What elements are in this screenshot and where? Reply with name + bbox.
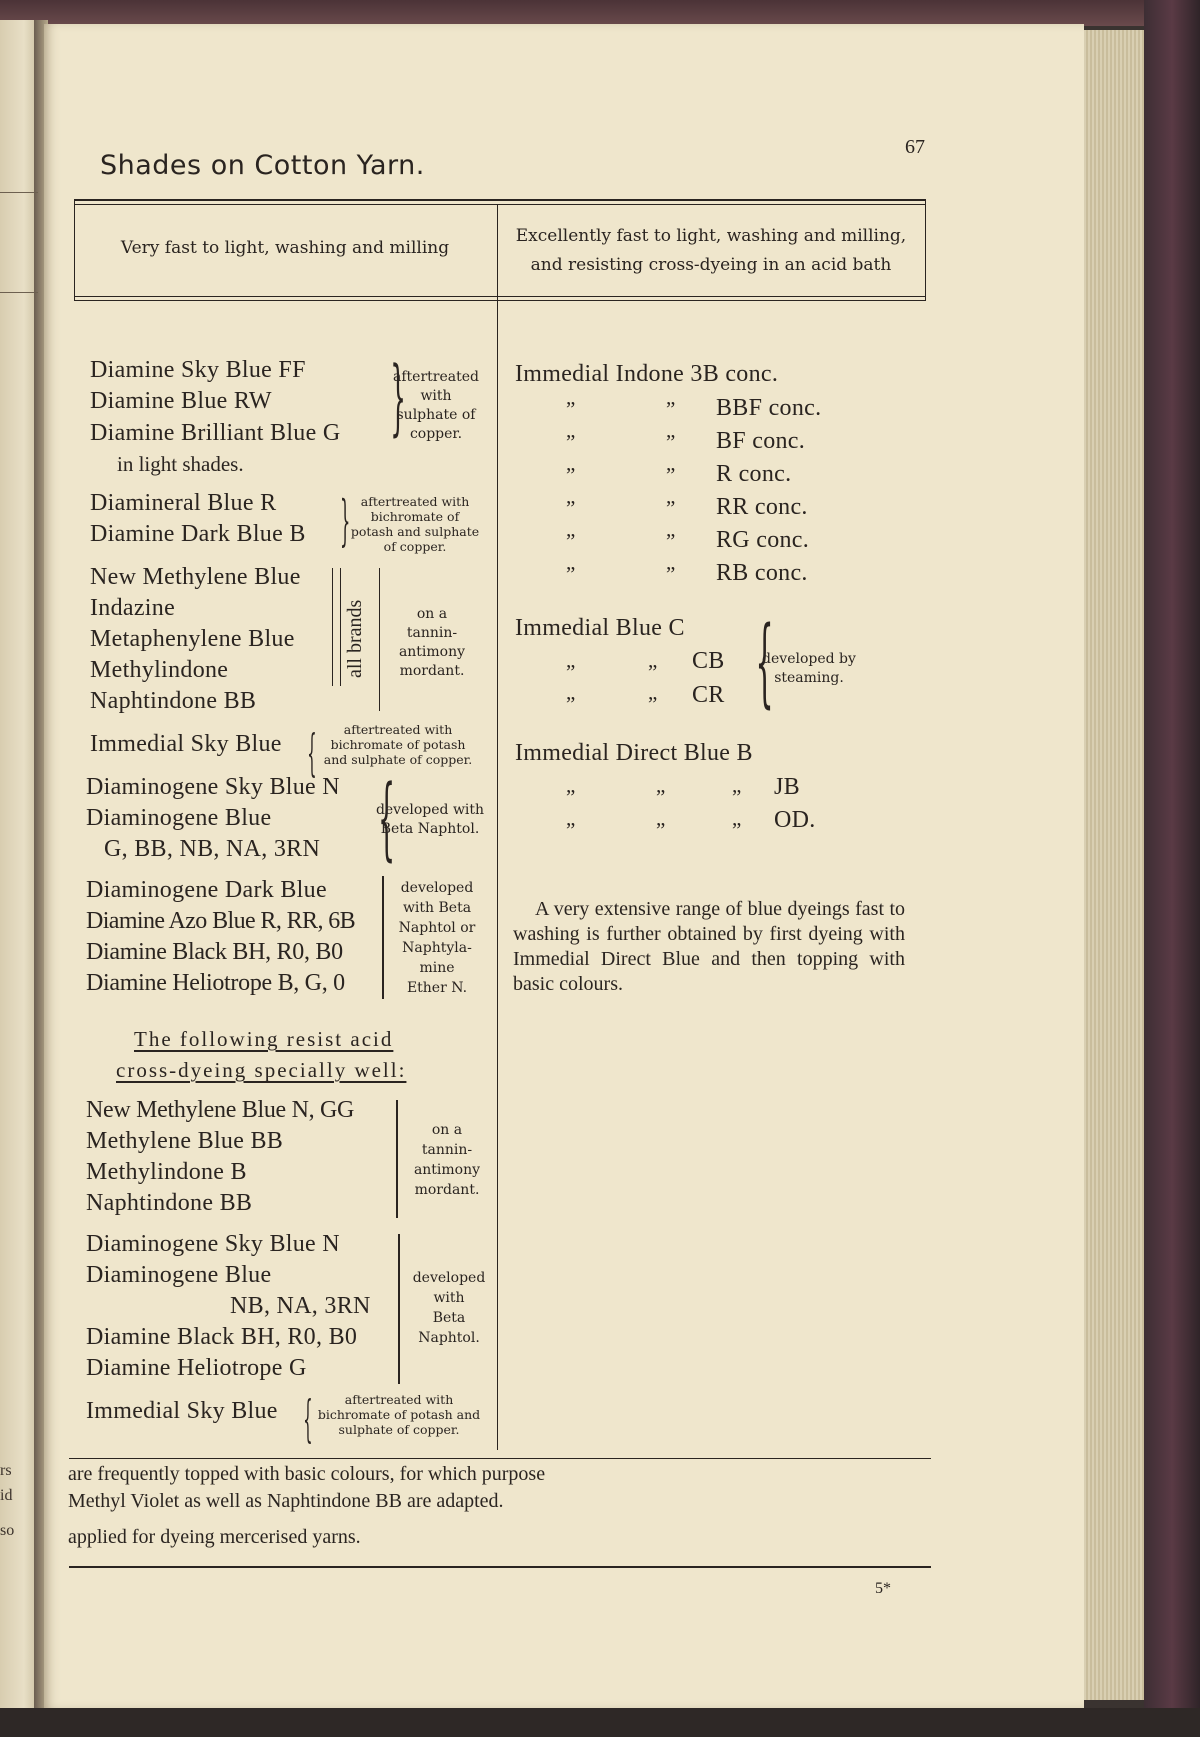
ditto-mark: ” xyxy=(666,463,676,487)
bracket: } xyxy=(390,350,406,445)
column-header-right-line2: and resisting cross-dyeing in an acid bath xyxy=(530,255,892,275)
dye-name: Metaphenylene Blue xyxy=(90,626,295,652)
treatment-note: developed by steaming. xyxy=(762,651,856,686)
ditto-mark: ” xyxy=(566,529,576,553)
treatment-note: developed with Beta Naphtol or Naphtyla- mine Ether N. xyxy=(398,880,476,996)
facing-rule xyxy=(0,292,38,293)
book-top-edge xyxy=(0,0,1200,26)
treatment-note: on a tannin- antimony mordant. xyxy=(413,1122,481,1198)
treatment-note: developed with Beta Naphtol. xyxy=(375,802,485,837)
dye-name: Diamine Heliotrope G xyxy=(86,1355,307,1381)
facing-rule xyxy=(0,192,38,193)
ditto-mark: ” xyxy=(648,692,658,716)
dye-name: Diaminogene Sky Blue N xyxy=(86,1231,340,1257)
dye-name: OD. xyxy=(774,807,816,833)
ditto-mark: ” xyxy=(732,818,742,842)
dye-name: Diaminogene Blue xyxy=(86,805,272,831)
dye-name: RR conc. xyxy=(716,494,808,520)
dye-name: Immedial Direct Blue B xyxy=(515,740,753,766)
ditto-mark: ” xyxy=(666,529,676,553)
dye-name: Diamine Sky Blue FF xyxy=(90,357,306,383)
book-bottom-edge xyxy=(0,1708,1200,1737)
ditto-mark: ” xyxy=(566,430,576,454)
ditto-mark: ” xyxy=(566,496,576,520)
dye-name: Naphtindone BB xyxy=(90,688,257,714)
dye-name: Immedial Blue C xyxy=(515,615,685,641)
vertical-label: all brands xyxy=(344,599,366,678)
facing-text-fragment: rs xyxy=(0,1462,12,1479)
dye-name: CB xyxy=(692,648,725,674)
dye-name: Diaminogene Dark Blue xyxy=(86,877,327,903)
dye-name: Diamine Azo Blue R, RR, 6B xyxy=(86,908,356,934)
dye-name: Diamine Dark Blue B xyxy=(90,521,306,547)
ditto-mark: ” xyxy=(566,785,576,809)
dye-name: Diaminogene Sky Blue N xyxy=(86,774,340,800)
body-text-line: Methyl Violet as well as Naphtindone BB are adapted. xyxy=(68,1490,504,1512)
ditto-mark: ” xyxy=(656,785,666,809)
ditto-mark: ” xyxy=(566,562,576,586)
treatment-note: aftertreated with bichromate of potash and sulphate of copper. xyxy=(350,494,480,554)
bracket: } xyxy=(340,489,351,552)
bracket: { xyxy=(755,606,774,718)
dye-name: G, BB, NB, NA, 3RN xyxy=(104,836,321,862)
treatment-note: developed with Beta Naphtol. xyxy=(412,1270,486,1346)
page-number: 67 xyxy=(905,136,925,158)
bracket: { xyxy=(378,766,396,871)
dye-name: RG conc. xyxy=(716,527,810,553)
note-paragraph: A very extensive range of blue dyeings fast to washing is further obtained by first dyeing with Immedial Direct Blue and then topping with basic colours. xyxy=(513,898,905,995)
facing-text-fragment: so xyxy=(0,1522,15,1539)
facing-text-fragment: id xyxy=(0,1487,13,1504)
book-cover-edge xyxy=(1144,0,1200,1737)
bracket xyxy=(382,876,384,999)
treatment-note: aftertreated with bichromate of potash and sulphate of copper. xyxy=(323,722,473,767)
dye-name: Diamine Heliotrope B, G, 0 xyxy=(86,970,345,996)
dye-name: Diaminogene Blue xyxy=(86,1262,272,1288)
ditto-mark: ” xyxy=(566,818,576,842)
dye-name: R conc. xyxy=(716,461,792,487)
dye-name: Immedial Sky Blue xyxy=(86,1398,278,1424)
ditto-mark: ” xyxy=(566,463,576,487)
column-header-right-line1: Excellently fast to light, washing and milling, xyxy=(515,226,907,246)
ditto-mark: ” xyxy=(656,818,666,842)
section-heading: cross-dyeing specially well: xyxy=(116,1058,407,1082)
dye-name: Indazine xyxy=(90,595,176,621)
dye-qualifier: in light shades. xyxy=(117,452,244,476)
ditto-mark: ” xyxy=(732,785,742,809)
dye-name: New Methylene Blue N, GG xyxy=(86,1097,355,1123)
dye-name: Immedial Indone 3B conc. xyxy=(515,361,779,387)
ditto-mark: ” xyxy=(566,397,576,421)
dye-name: Immedial Sky Blue xyxy=(90,731,282,757)
dye-name: Methylene Blue BB xyxy=(86,1128,284,1154)
page-fore-edge xyxy=(1084,30,1144,1700)
bracket: { xyxy=(307,724,317,782)
body-text-line: applied for dyeing mercerised yarns. xyxy=(68,1526,361,1548)
dye-name: Methylindone B xyxy=(86,1159,247,1185)
treatment-note: on a tannin- antimony mordant. xyxy=(398,606,466,679)
dye-name: Diamine Brilliant Blue G xyxy=(90,420,341,446)
dye-name: Diamine Black BH, R0, B0 xyxy=(86,939,343,965)
ditto-mark: ” xyxy=(666,496,676,520)
page-title: Shades on Cotton Yarn. xyxy=(100,150,425,181)
dye-name: BF conc. xyxy=(716,428,806,454)
dye-name: JB xyxy=(774,774,800,800)
bracket xyxy=(396,1100,398,1218)
section-heading: The following resist acid xyxy=(134,1027,394,1051)
bracket xyxy=(398,1234,400,1384)
ditto-mark: ” xyxy=(666,562,676,586)
ditto-mark: ” xyxy=(666,397,676,421)
ditto-mark: ” xyxy=(666,430,676,454)
treatment-note: aftertreated with sulphate of copper. xyxy=(393,369,479,442)
dye-name: New Methylene Blue xyxy=(90,564,301,590)
dye-name: NB, NA, 3RN xyxy=(230,1293,371,1319)
dye-name: CR xyxy=(692,682,725,708)
ditto-mark: ” xyxy=(648,660,658,684)
dye-name: RB conc. xyxy=(716,560,808,586)
dye-name: Naphtindone BB xyxy=(86,1190,253,1216)
dye-name: BBF conc. xyxy=(716,395,822,421)
ditto-mark: ” xyxy=(566,692,576,716)
dye-name: Diamine Black BH, R0, B0 xyxy=(86,1324,358,1350)
signature-mark: 5* xyxy=(875,1580,891,1597)
dye-name: Methylindone xyxy=(90,657,229,683)
bracket: { xyxy=(303,1390,313,1448)
body-text-line: are frequently topped with basic colours, for which purpose xyxy=(68,1463,546,1485)
column-header-left: Very fast to light, washing and milling xyxy=(120,238,450,258)
ditto-mark: ” xyxy=(566,660,576,684)
dye-name: Diamine Blue RW xyxy=(90,388,272,414)
treatment-note: aftertreated with bichromate of potash and sulphate of copper. xyxy=(317,1392,481,1437)
dye-name: Diamineral Blue R xyxy=(90,490,277,516)
